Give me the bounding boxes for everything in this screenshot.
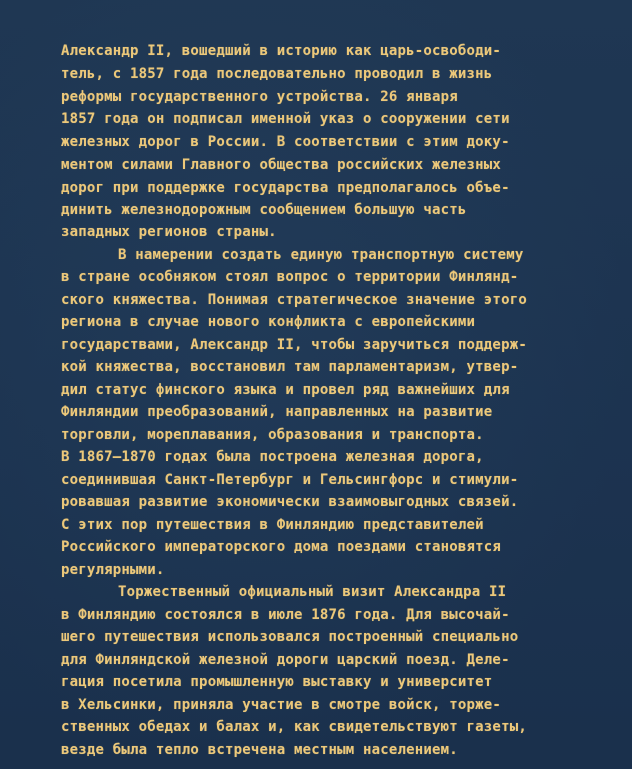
text-line-10: В намерении создать единую транспортную систему xyxy=(118,247,524,263)
text-line-31: ственных обедах и балах и, как свидетельствуют газеты, xyxy=(61,719,527,735)
text-line-12: ского княжества. Понимая стратегическое значение этого xyxy=(61,292,527,308)
text-line-11: в стране особняком стоял вопрос о территории Финлянд- xyxy=(61,269,519,285)
text-line-6: ментом силами Главного общества российских железных xyxy=(61,157,502,173)
text-line-17: Финляндии преобразований, направленных на развитие xyxy=(61,404,493,420)
text-line-25: Торжественный официальный визит Александра II xyxy=(118,584,507,600)
text-line-7: дорог при поддержке государства предполагалось объе- xyxy=(61,180,510,196)
text-line-16: дил статус финского языка и провел ряд важнейших для xyxy=(61,382,510,398)
text-line-27: шего путешествия использовался построенный специально xyxy=(61,629,519,645)
text-line-5: железных дорог в России. В соответствии с этим доку- xyxy=(61,134,510,150)
text-line-20: соединившая Санкт-Петербург и Гельсингфорс и стимули- xyxy=(61,472,519,488)
text-line-4: 1857 года он подписал именной указ о сооружении сети xyxy=(61,111,510,127)
text-line-15: кой княжества, восстановил там парламентаризм, утвер- xyxy=(61,359,519,375)
text-line-22: С этих пор путешествия в Финляндию представителей xyxy=(61,517,484,533)
text-line-21: ровавшая развитие экономически взаимовыгодных связей. xyxy=(61,494,519,510)
text-line-30: в Хельсинки, приняла участие в смотре войск, торже- xyxy=(61,697,502,713)
text-line-13: региона в случае нового конфликта с европейскими xyxy=(61,314,476,330)
text-line-18: торговли, мореплавания, образования и транспорта. xyxy=(61,427,484,443)
text-line-9: западных регионов страны. xyxy=(61,224,277,240)
text-line-29: гация посетила промышленную выставку и университет xyxy=(61,674,493,690)
text-line-2: тель, с 1857 года последовательно проводил в жизнь xyxy=(61,66,493,82)
text-line-1: Александр II, вошедший в историю как царь-освободи- xyxy=(61,43,502,59)
text-line-19: В 1867–1870 годах была построена железная дорога, xyxy=(61,449,484,465)
text-line-14: государствами, Александр II, чтобы заручиться поддерж- xyxy=(61,337,527,353)
text-line-26: в Финляндию состоялся в июле 1876 года. Для высочай- xyxy=(61,607,510,623)
text-line-23: Российского императорского дома поездами становятся xyxy=(61,539,502,555)
text-line-32: везде была тепло встречена местным населением. xyxy=(61,742,458,758)
text-line-8: динить железнодорожным сообщением большую часть xyxy=(61,202,467,218)
text-line-24: регулярными. xyxy=(61,562,165,578)
text-line-3: реформы государственного устройства. 26 января xyxy=(61,89,458,105)
text-line-28: для Финляндской железной дороги царский поезд. Деле- xyxy=(61,652,510,668)
